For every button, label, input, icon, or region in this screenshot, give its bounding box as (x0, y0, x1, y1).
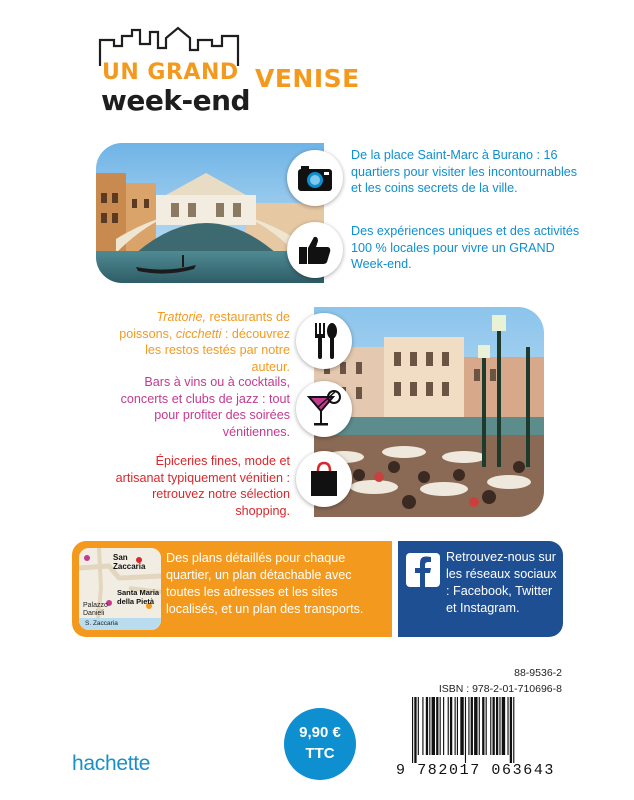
maps-panel (72, 541, 392, 637)
reference-code: 88-9536-2 (514, 667, 562, 679)
map-label-s-zaccaria: S. Zaccaria (85, 620, 118, 627)
barcode-bar (486, 697, 487, 755)
feature-experiences-text: Des expériences uniques et des activités 100 % locales pour vivre un GRAND Week-end. (351, 224, 580, 271)
barcode-bar (465, 697, 466, 763)
barcode-bar (482, 697, 484, 755)
barcode-bar (490, 697, 491, 755)
map-label-pieta: Santa Maria della Pietà (117, 588, 160, 606)
barcode-bar (422, 697, 423, 755)
cutlery-icon (296, 313, 352, 369)
barcode-bar (499, 697, 500, 755)
shopping-bag-icon (296, 451, 352, 507)
barcode-bar (429, 697, 430, 755)
feature-shopping-text: Épiceries fines, mode et artisanat typiquement vénitien : retrouvez notre sélection shopping. (115, 454, 290, 518)
cocktail-icon (296, 381, 352, 437)
barcode-bar (479, 697, 480, 755)
restos-mid: restaurants de poissons, (119, 310, 290, 341)
feature-bars-text: Bars à vins ou à cocktails, concerts et clubs de jazz : tout pour profiter des soirées vénitiennes. (120, 375, 290, 439)
barcode-bar (507, 697, 508, 755)
map-thumbnail (79, 548, 161, 630)
price-value: 9,90 € (299, 724, 341, 741)
price-badge (284, 708, 356, 780)
barcode-bar (418, 697, 419, 755)
feature-quartiers-text: De la place Saint-Marc à Burano : 16 quartiers pour visiter les incontournables et les coins secrets de la ville. (351, 148, 578, 195)
barcode-bar (471, 697, 473, 755)
restos-em1: Trattorie, (156, 310, 206, 324)
social-text: Retrouvez-nous sur les réseaux sociaux : Facebook, Twitter et Instagram. (446, 550, 557, 615)
price-tax-label: TTC (305, 745, 335, 762)
barcode-bar (450, 697, 452, 755)
barcode-bar (440, 697, 441, 755)
camera-icon (287, 150, 343, 206)
page-title: VENISE (255, 64, 360, 93)
barcode-bar (432, 697, 435, 755)
barcode-bar (460, 697, 463, 755)
barcode-bar (510, 697, 512, 763)
logo-line2: week-end (101, 84, 251, 117)
facebook-icon (406, 553, 440, 587)
barcode-bar (448, 697, 449, 755)
barcode-bar (455, 697, 456, 755)
barcode (410, 697, 563, 767)
barcode-bar (443, 697, 444, 755)
barcode-bar (474, 697, 477, 755)
maps-text: Des plans détaillés pour chaque quartier, un plan détachable avec toutes les adresses et les sites localisés, et un plan des transports. (166, 551, 364, 616)
isbn-code: ISBN : 978-2-01-710696-8 (438, 683, 562, 695)
barcode-bar (412, 697, 413, 763)
barcode-bar (457, 697, 458, 755)
map-label-san-zaccaria: San Zaccaria (113, 553, 146, 571)
barcode-bar (468, 697, 469, 755)
social-panel (398, 541, 563, 637)
barcode-digits: 9 782017 063643 (396, 762, 556, 779)
thumbs-up-icon (287, 222, 343, 278)
restos-end: : découvrez les restos testés par notre auteur. (145, 326, 290, 374)
barcode-bar (414, 697, 416, 763)
feature-restaurants-text (118, 309, 290, 375)
barcode-bar (436, 697, 438, 755)
restos-em2: cicchetti (175, 326, 222, 341)
barcode-bar (502, 697, 505, 755)
barcode-bar (496, 697, 498, 755)
publisher-logo: hachette (72, 752, 151, 775)
map-label-danieli: Palazzo Danieli (83, 602, 108, 617)
barcode-bar (493, 697, 495, 755)
barcode-bar (426, 697, 428, 755)
logo-line1: UN GRAND (102, 60, 239, 85)
barcode-bar (513, 697, 514, 763)
series-logo (98, 24, 251, 124)
